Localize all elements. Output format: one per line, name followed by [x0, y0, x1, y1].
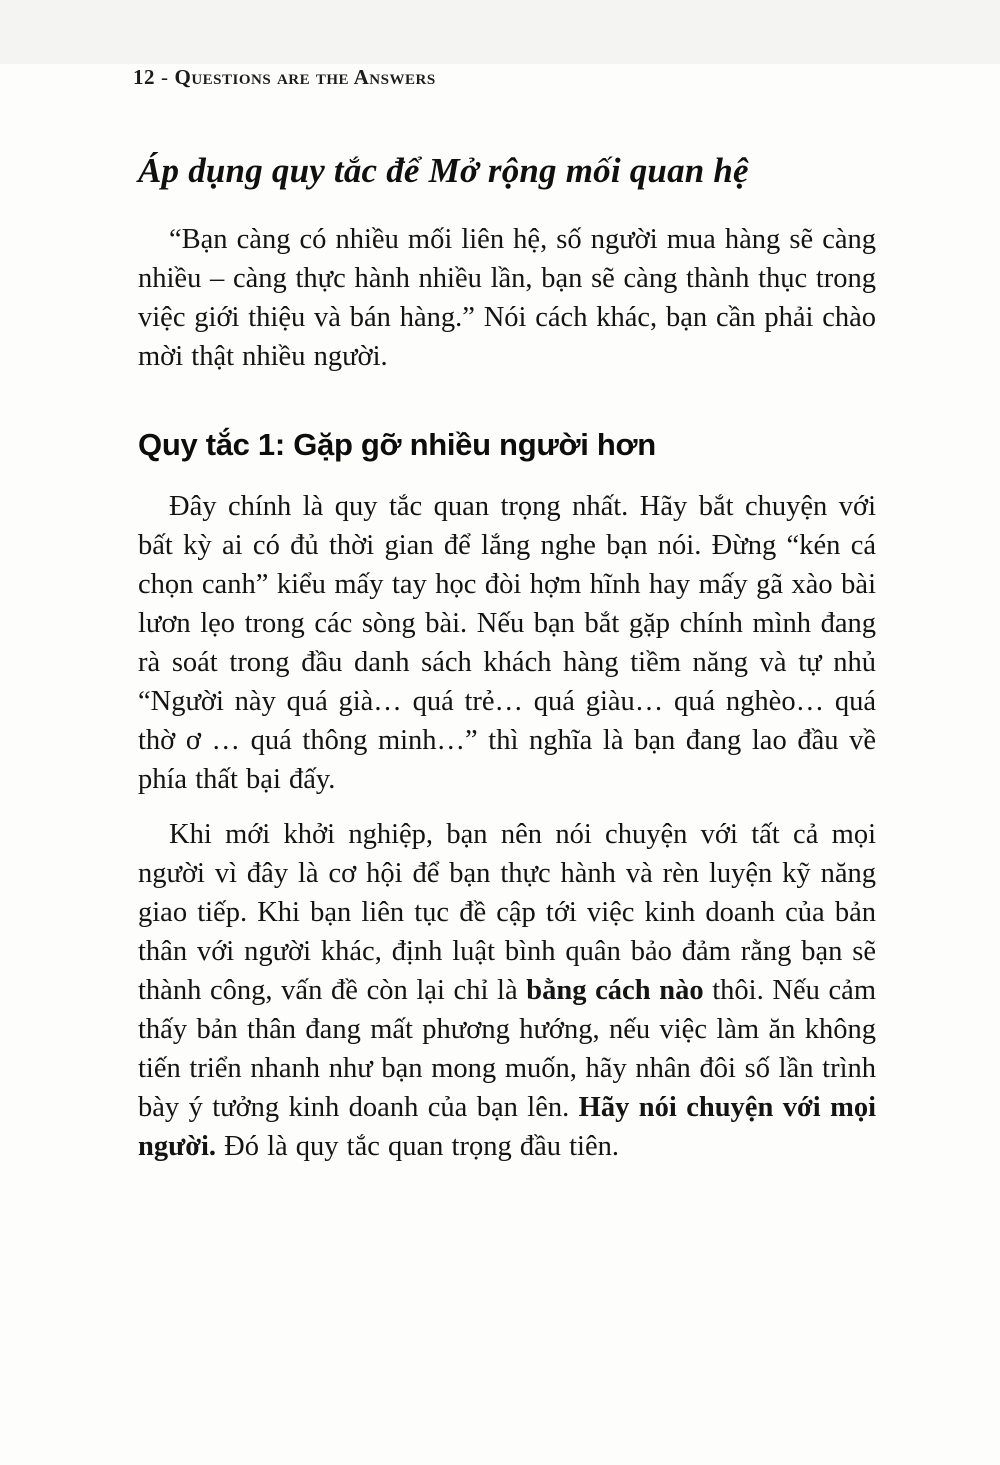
section-heading: Áp dụng quy tắc để Mở rộng mối quan hệ: [138, 151, 749, 190]
paragraph-1: “Bạn càng có nhiều mối liên hệ, số người mua hàng sẽ càng nhiều – càng thực hành nhiều lần, bạn sẽ càng thành thục trong việc giới thiệu và bán hàng.” Nói cách khác, bạn cần phải chào mời thật nhiều người.: [138, 224, 876, 372]
page-number: 12: [133, 65, 155, 89]
paragraph-2: Đây chính là quy tắc quan trọng nhất. Hãy bắt chuyện với bất kỳ ai có đủ thời gian để lắng nghe bạn nói. Đừng “kén cá chọn canh” kiểu mấy tay học đòi hợm hĩnh hay mấy gã xào bài lươn lẹo trong các sòng bài. Nếu bạn bắt gặp chính mình đang rà soát trong đầu danh sách khách hàng tiềm năng và tự nhủ “Người này quá già… quá trẻ… quá giàu… quá nghèo… quá thờ ơ … quá thông minh…” thì nghĩa là bạn đang lao đầu về phía thất bại đấy.: [138, 491, 876, 795]
rule-1-heading: Quy tắc 1: Gặp gỡ nhiều người hơn: [138, 427, 656, 462]
running-header: [133, 64, 876, 90]
paragraph-3: Khi mới khởi nghiệp, bạn nên nói chuyện với tất cả mọi người vì đây là cơ hội để bạn thực hành và rèn luyện kỹ năng giao tiếp. Khi bạn liên tục đề cập tới việc kinh doanh của bản thân với người khác, định luật bình quân bảo đảm rằng bạn sẽ thành công, vấn đề còn lại chỉ là bằng cách nào thôi. Nếu cảm thấy bản thân đang mất phương hướng, nếu việc làm ăn không tiến triển nhanh như bạn mong muốn, hãy nhân đôi số lần trình bày ý tưởng kinh doanh của bạn lên. Hãy nói chuyện với mọi người. Đó là quy tắc quan trọng đầu tiên.: [138, 819, 876, 1162]
text-column: [0, 64, 1000, 1166]
header-separator: -: [161, 65, 169, 89]
running-title: Questions are the Answers: [174, 65, 436, 89]
book-page: [0, 64, 1000, 1465]
